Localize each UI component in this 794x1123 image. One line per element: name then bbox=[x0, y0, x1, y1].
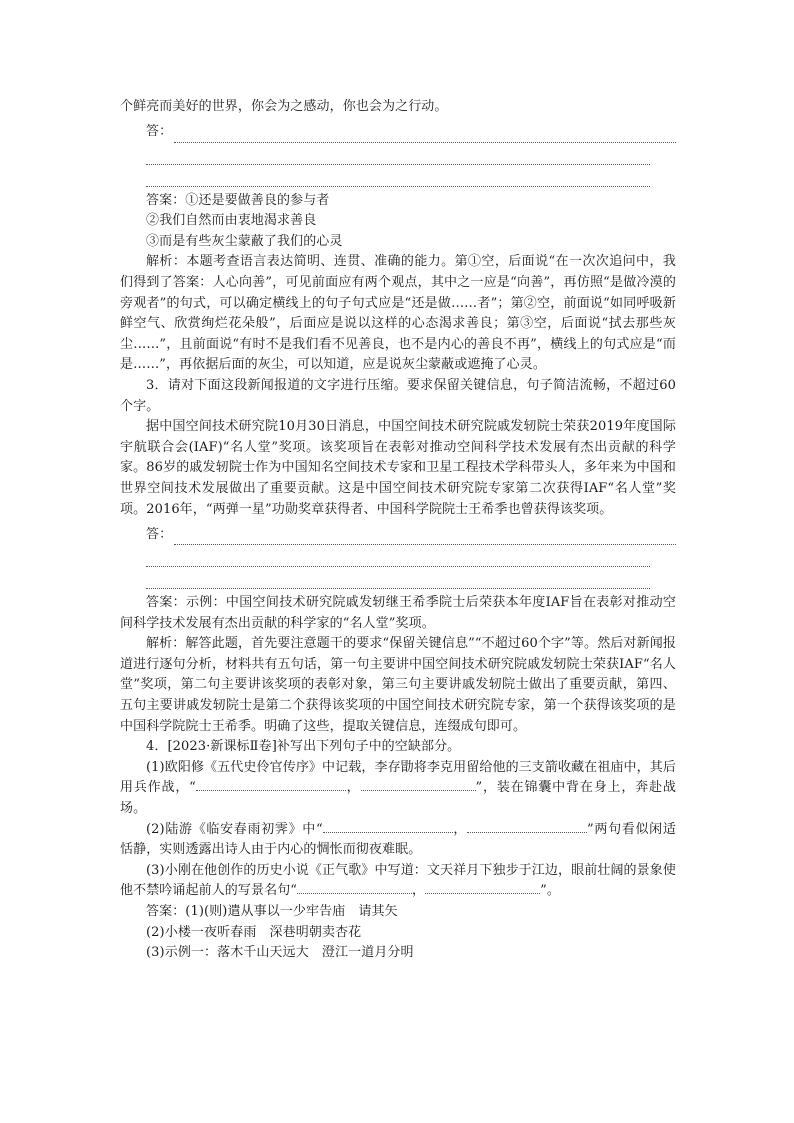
q2-answer-line-2[interactable] bbox=[146, 143, 650, 165]
q2-answer-2: ②我们自然而由衷地渴求善良 bbox=[146, 213, 317, 229]
q4-blank-3a[interactable] bbox=[297, 881, 412, 894]
q2-answer-3: ③而是有些灰尘蒙蔽了我们的心灵 bbox=[146, 233, 343, 249]
q4-question: 4．[2023·新课标Ⅱ卷]补写出下列句子中的空缺部分。 bbox=[146, 739, 461, 755]
q4-blank-2b[interactable] bbox=[467, 820, 587, 833]
q3-answer-line-2[interactable] bbox=[146, 545, 650, 567]
answer-prompt: 答： bbox=[146, 526, 173, 542]
q4-item-3-sep: ， bbox=[412, 883, 426, 899]
q4-blank-2a[interactable] bbox=[323, 820, 453, 833]
q2-answer-line-1[interactable] bbox=[120, 118, 676, 143]
q2-analysis: 解析：本题考查语言表达简明、连贯、准确的能力。第①空，后面说“在一次次追问中，我们得到了答案：人心向善”，可见前面应有两个观点，其中之一应是“向善”，再仿照“是做冷漠的旁观者”的句式，可以确定横线上的句子句式应是“还是做……者”；第②空，前面说“如同呼吸新鲜空气、欣赏绚烂花朵般”，后面应是说以这样的心态渴求善良；第③空，后面说“拭去那些灰尘……”，且前面说“有时不是我们看不见善良，也不是内心的善良不再”，横线上的句式应是“而是……”，再依据后面的灰尘，可以知道，应是说灰尘蒙蔽或遮掩了心灵。 bbox=[120, 254, 676, 373]
answer-dotted-line bbox=[174, 532, 676, 545]
q4-item-2-sep: ， bbox=[452, 821, 468, 837]
answer-dotted-line bbox=[174, 130, 676, 143]
q4-item-3-text-b: ”。 bbox=[540, 883, 561, 899]
q2-answer-line-3[interactable] bbox=[146, 165, 650, 187]
q3-answer-line-1[interactable] bbox=[120, 520, 676, 545]
q4-answer-2: (2)小楼一夜听春雨 深巷明朝卖杏花 bbox=[146, 924, 362, 940]
q4-blank-1a[interactable] bbox=[196, 778, 346, 791]
answer-prompt: 答： bbox=[146, 124, 173, 139]
q4-answer-1: 答案：(1)(则)遣从事以一少牢告庙 请其矢 bbox=[146, 904, 398, 919]
q4-item-3 bbox=[120, 861, 676, 902]
q4-item-2-text-a: (2)陆游《临安春雨初霁》中“ bbox=[146, 821, 323, 837]
q4-item-3-text-a: (3)小刚在他创作的历史小说《正气歌》中写道：文天祥月下独步于江边，眼前壮阔的景象使他不禁吟诵起前人的写景名句“ bbox=[120, 862, 676, 899]
q3-passage: 据中国空间技术研究院10月30日消息，中国空间技术研究院戚发轫院士荣获2019年度国际宇航联合会(IAF)“名人堂”奖项。该奖项旨在表彰对推动空间科学技术发展有杰出贡献的科学家。86岁的戚发轫院士作为中国知名空间技术专家和卫星工程技术学科带头人，多年来为中国和世界空间技术发展做出了重要贡献。这是中国空间技术研究院专家第二次获得IAF“名人堂”奖项。2016年，“两弹一星”功勋奖章获得者、中国科学院院士王希季也曾获得该奖项。 bbox=[120, 419, 676, 517]
q4-item-2-text-b: ”两句看似闲适恬静，实则透露出诗人由于内心的惆怅而彻夜难眠。 bbox=[120, 821, 676, 858]
intro-tail: 个鲜亮而美好的世界，你会为之感动，你也会为之行动。 bbox=[120, 99, 448, 114]
q3-answer-line-3[interactable] bbox=[146, 567, 650, 589]
q3-question: 3．请对下面这段新闻报道的文字进行压缩。要求保留关键信息，句子简洁流畅，不超过60个字。 bbox=[120, 377, 676, 414]
q4-item-2 bbox=[120, 820, 676, 861]
q3-analysis: 解析：解答此题，首先要注意题干的要求“保留关键信息”“不超过60个字”等。然后对新闻报道进行逐句分析，材料共有五句话，第一句主要讲中国空间技术研究院戚发轫院士荣获IAF“名人堂”奖项，第二句主要讲该奖项的表彰对象，第三句主要讲戚发轫院士做出了重要贡献，第四、五句主要讲戚发轫院士是第二个获得该奖项的中国空间技术研究院专家，第一个获得该奖项的是中国科学院院士王希季。明确了这些，提取关键信息，连缀成句即可。 bbox=[120, 636, 676, 734]
q4-item-1-text-a: (1)欧阳修《五代史伶官传序》中记载，李存勖将李克用留给他的三支箭收藏在祖庙中，其后用兵作战，“ bbox=[120, 759, 676, 796]
q4-item-1 bbox=[120, 758, 676, 820]
q4-item-1-sep: ， bbox=[345, 780, 361, 796]
q4-item-1-text-b: ”，装在锦囊中背在身上，奔赴战场。 bbox=[120, 780, 676, 817]
q2-answer-1: 答案：①还是要做善良的参与者 bbox=[146, 192, 330, 208]
q4-answer-3: (3)示例一：落木千山天远大 澄江一道月分明 bbox=[146, 945, 414, 961]
q4-blank-3b[interactable] bbox=[425, 881, 540, 894]
q4-blank-1b[interactable] bbox=[361, 778, 476, 791]
q3-answer: 答案：示例：中国空间技术研究院戚发轫继王希季院士后荣获本年度IAF旨在表彰对推动空间科学技术发展有杰出贡献的科学家的“名人堂”奖项。 bbox=[120, 595, 676, 631]
document-page bbox=[120, 97, 676, 964]
